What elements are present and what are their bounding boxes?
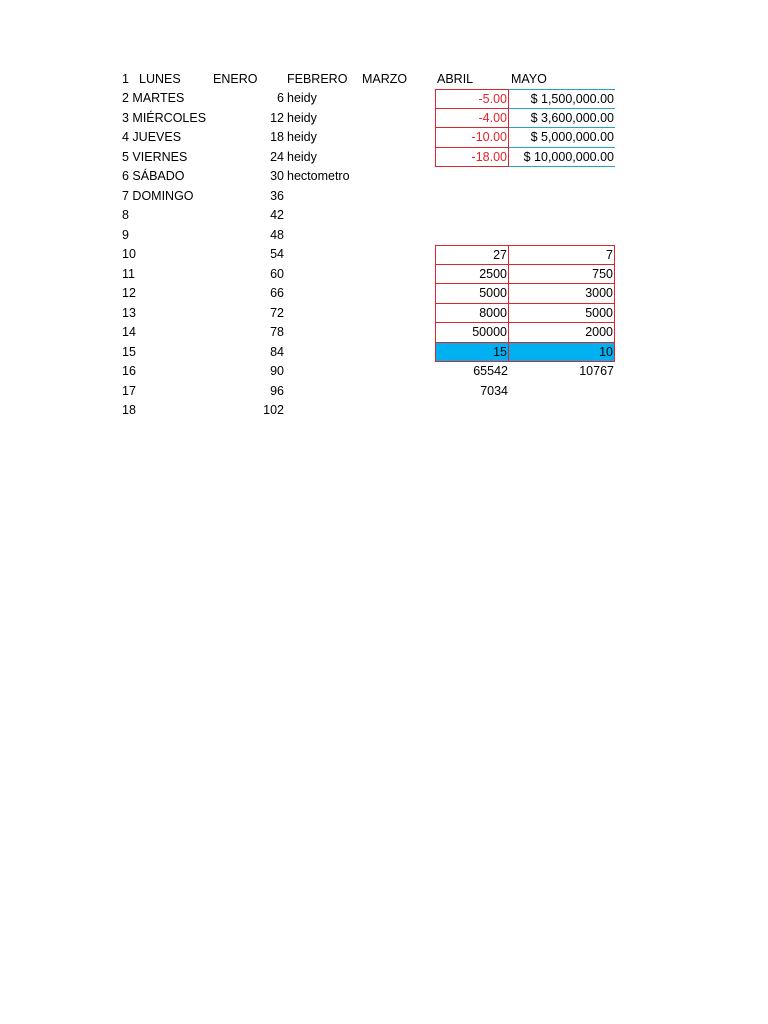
abril-value: -10.00	[435, 128, 509, 148]
lower-abril-value: 27	[435, 245, 509, 265]
col-c-number: 6	[277, 91, 284, 105]
col-c-number: 42	[270, 208, 284, 222]
col-a-cell: 9	[122, 227, 129, 242]
col-a-cell: 12	[122, 286, 136, 300]
col-a-cell: 16	[122, 364, 136, 378]
col-a-cell: 11	[122, 266, 135, 281]
mayo-value: $ 1,500,000.00	[509, 89, 615, 109]
col-c-label: heidy	[287, 130, 317, 144]
col-a-cell: 18	[122, 403, 136, 417]
col-c-label: hectometro	[287, 169, 350, 183]
mayo-value: $ 10,000,000.00	[509, 148, 615, 168]
col-c-number: 60	[270, 266, 284, 281]
header-mayo: MAYO	[511, 71, 547, 86]
col-a-cell: 2 MARTES	[122, 91, 185, 105]
lower-mayo-value: 3000	[509, 284, 615, 304]
col-a-cell: 14	[122, 325, 136, 339]
col-c-number: 24	[270, 149, 284, 164]
lower-abril-value: 65542	[473, 364, 508, 378]
col-a-cell: 1	[122, 71, 129, 86]
col-c-label: heidy	[287, 110, 317, 125]
col-a-cell: 8	[122, 208, 129, 222]
col-c-number: 96	[270, 383, 284, 398]
lower-mayo-value: 5000	[509, 304, 615, 324]
col-c-number: 30	[270, 169, 284, 183]
abril-value: -18.00	[435, 148, 509, 168]
col-a-cell: 4 JUEVES	[122, 130, 182, 144]
col-a-cell: 6 SÁBADO	[122, 169, 185, 183]
col-c-label: heidy	[287, 91, 317, 105]
lower-mayo-value: 7	[509, 245, 615, 265]
col-c-number: 54	[270, 247, 284, 261]
header-abril: ABRIL	[437, 71, 474, 86]
abril-value: -5.00	[435, 89, 509, 109]
header-febrero: FEBRERO	[287, 71, 348, 86]
col-a-cell: 7 DOMINGO	[122, 188, 194, 203]
col-a-cell: 5 VIERNES	[122, 149, 188, 164]
header-enero: ENERO	[213, 71, 258, 86]
mayo-value: $ 3,600,000.00	[509, 109, 615, 129]
col-c-number: 36	[270, 188, 284, 203]
lower-mayo-value: 10767	[579, 364, 614, 378]
lower-mayo-value: 750	[509, 265, 615, 285]
col-c-number: 66	[270, 286, 284, 300]
col-a-cell: 13	[122, 305, 136, 320]
lower-abril-value: 8000	[435, 304, 509, 324]
abril-value: -4.00	[435, 109, 509, 129]
col-c-label: heidy	[287, 149, 317, 164]
header-marzo: MARZO	[362, 71, 408, 86]
header-lunes: LUNES	[139, 71, 181, 86]
lower-mayo-value: 2000	[509, 323, 615, 343]
col-c-number: 84	[270, 344, 284, 359]
col-c-number: 102	[263, 403, 284, 417]
lower-abril-value: 7034	[480, 383, 508, 398]
lower-abril-value: 15	[435, 343, 509, 363]
col-a-cell: 15	[122, 344, 136, 359]
col-a-cell: 3 MIÉRCOLES	[122, 110, 207, 125]
col-c-number: 48	[270, 227, 284, 242]
mayo-value: $ 5,000,000.00	[509, 128, 615, 148]
col-c-number: 78	[270, 325, 284, 339]
col-a-cell: 10	[122, 247, 136, 261]
lower-abril-value: 50000	[435, 323, 509, 343]
col-a-cell: 17	[122, 383, 136, 398]
lower-abril-value: 5000	[435, 284, 509, 304]
col-c-number: 12	[270, 110, 284, 125]
col-c-number: 18	[270, 130, 284, 144]
lower-mayo-value: 10	[509, 343, 615, 363]
col-c-number: 72	[270, 305, 284, 320]
col-c-number: 90	[270, 364, 284, 378]
lower-abril-value: 2500	[435, 265, 509, 285]
